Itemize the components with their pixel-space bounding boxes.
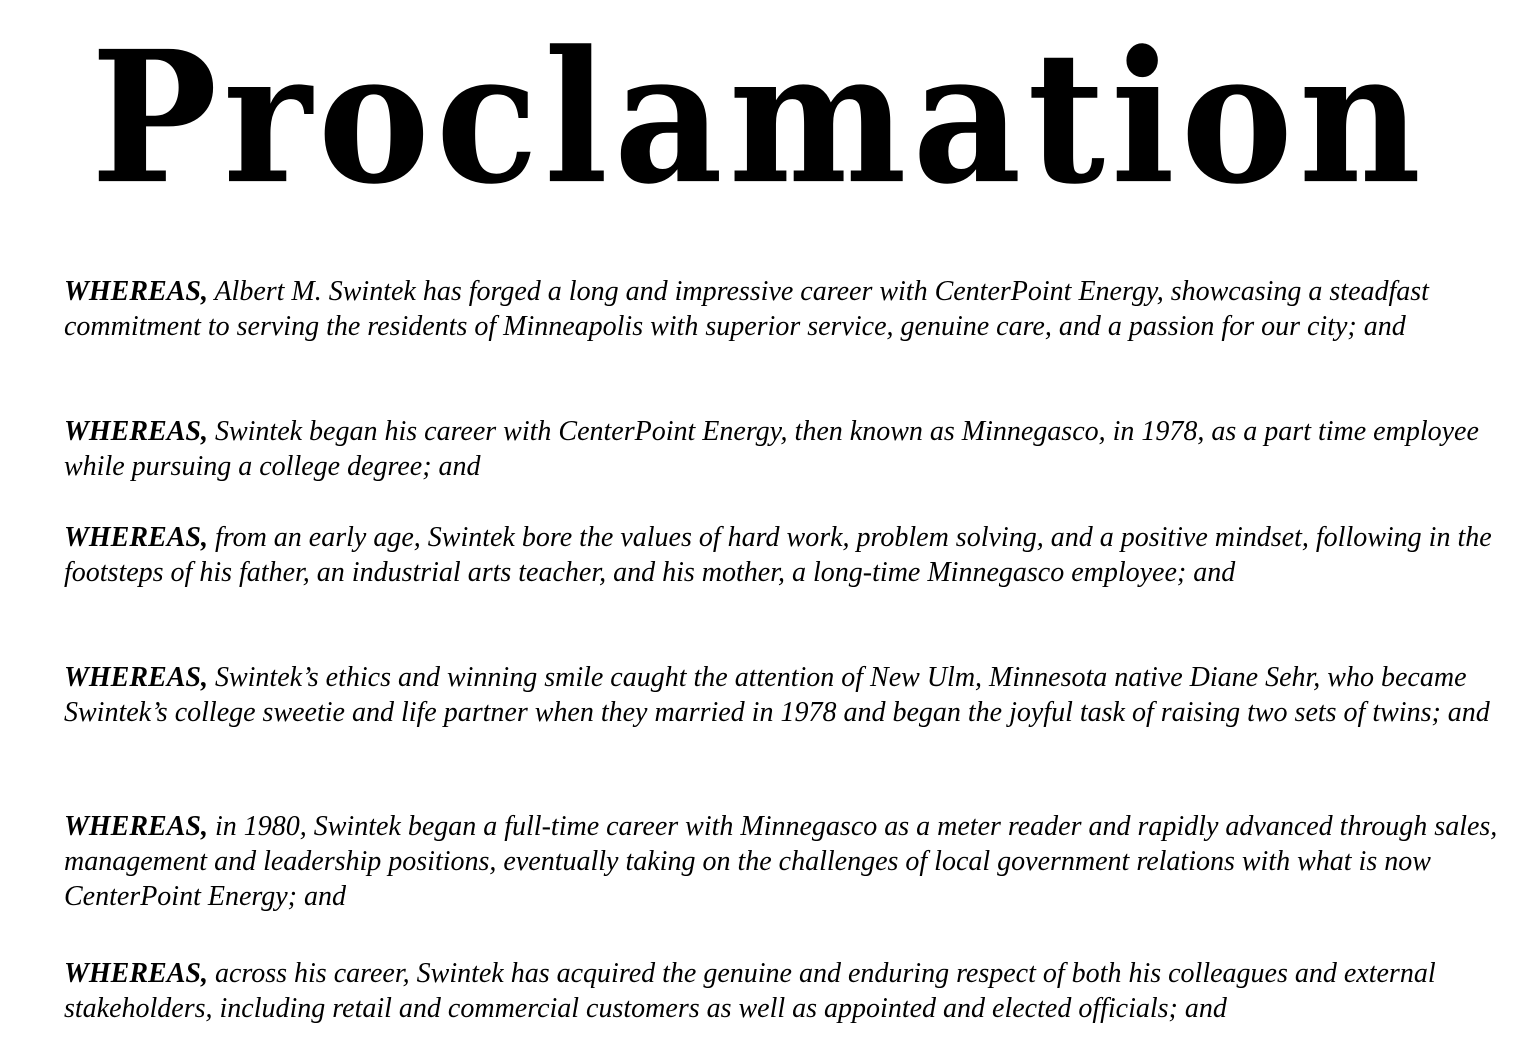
whereas-clause	[64, 660, 1504, 730]
whereas-text: from an early age, Swintek bore the values of hard work, problem solving, and a positive mindset, following in the footsteps of his father, an industrial arts teacher, and his mother, a long-time Minnegasco employee; and	[64, 522, 1492, 588]
whereas-text: Albert M. Swintek has forged a long and impressive career with CenterPoint Energy, showcasing a steadfast commitment to serving the residents of Minneapolis with superior service, genuine care, and a passion for our city; and	[64, 276, 1429, 342]
whereas-lead: WHEREAS,	[64, 522, 208, 553]
whereas-clause	[64, 809, 1504, 914]
whereas-lead: WHEREAS,	[64, 958, 208, 989]
whereas-lead: WHEREAS,	[64, 276, 208, 307]
whereas-lead: WHEREAS,	[64, 811, 208, 842]
whereas-lead: WHEREAS,	[64, 416, 208, 447]
whereas-lead: WHEREAS,	[64, 662, 208, 693]
page-title: Proclamation	[90, 10, 1428, 225]
title-area	[0, 10, 1518, 234]
whereas-clause	[64, 956, 1504, 1026]
whereas-text: across his career, Swintek has acquired the genuine and enduring respect of both his colleagues and external stakeholders, including retail and commercial customers as well as appointed and elected officials; and	[64, 958, 1436, 1024]
whereas-clause	[64, 274, 1504, 344]
whereas-text: Swintek’s ethics and winning smile caught the attention of New Ulm, Minnesota native Diane Sehr, who became Swintek’s college sweetie and life partner when they married in 1978 and began the joyful task of raising two sets of twins; and	[64, 662, 1490, 728]
whereas-text: in 1980, Swintek began a full-time career with Minnegasco as a meter reader and rapidly advanced through sales, management and leadership positions, eventually taking on the challenges of local government relations with what is now CenterPoint Energy; and	[64, 811, 1498, 912]
whereas-text: Swintek began his career with CenterPoint Energy, then known as Minnegasco, in 1978, as a part time employee while pursuing a college degree; and	[64, 416, 1479, 482]
whereas-clause	[64, 414, 1504, 484]
whereas-clause	[64, 520, 1504, 590]
